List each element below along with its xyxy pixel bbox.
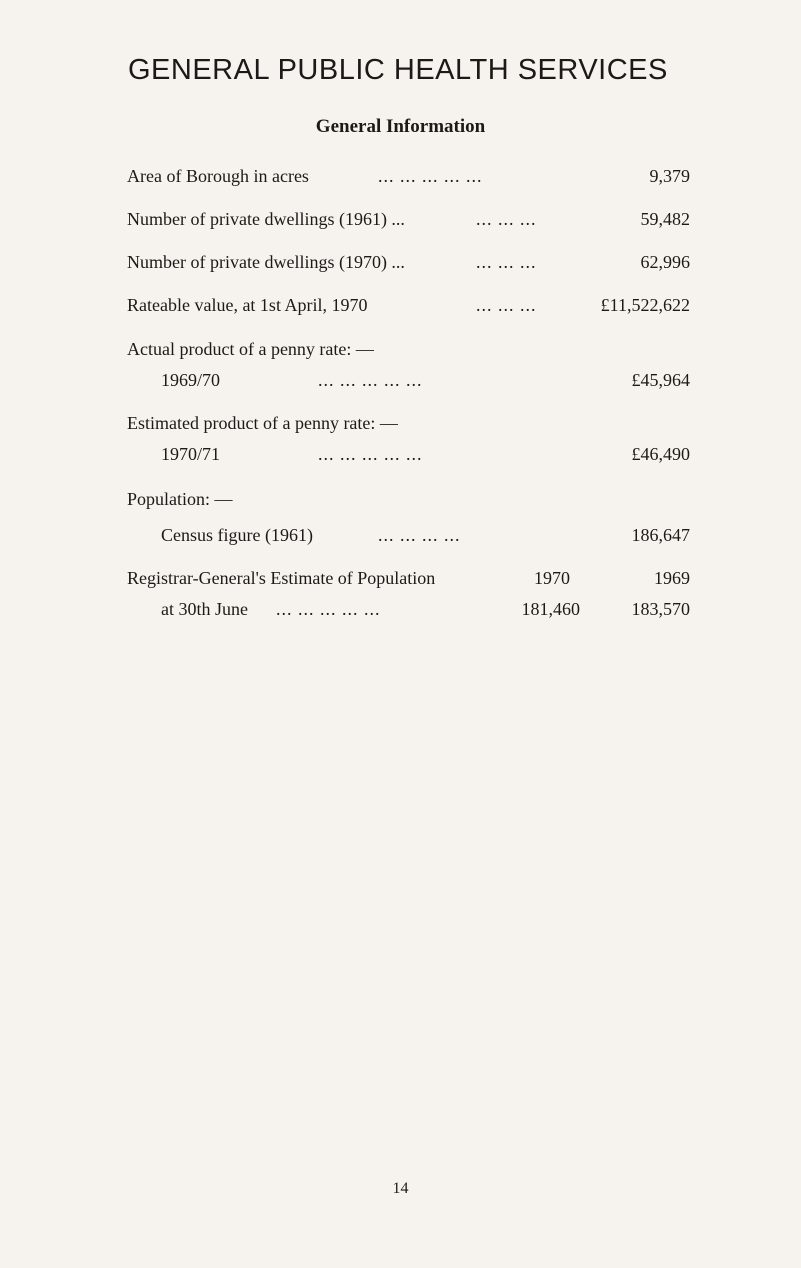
- row-value: 62,996: [640, 252, 690, 272]
- leader-dots: ... ... ... ... ...: [276, 599, 381, 619]
- page-title: GENERAL PUBLIC HEALTH SERVICES: [128, 54, 668, 86]
- row-label: Registrar-General's Estimate of Population: [127, 568, 436, 588]
- row-label: Number of private dwellings (1961) ...: [127, 209, 405, 229]
- leader-dots: ... ... ...: [476, 295, 537, 315]
- row-value: 59,482: [640, 209, 690, 229]
- value-1969: 183,570: [631, 599, 690, 619]
- row-label: at 30th June: [161, 599, 248, 619]
- leader-dots: ... ... ... ... ...: [318, 444, 423, 464]
- row-value: £46,490: [631, 444, 690, 464]
- leader-dots: ... ... ... ... ...: [378, 166, 483, 186]
- value-1970: 181,460: [521, 599, 580, 619]
- row-label: Rateable value, at 1st April, 1970: [127, 295, 368, 315]
- row-label: Actual product of a penny rate: —: [127, 339, 374, 359]
- row-value: 186,647: [631, 525, 690, 545]
- row-label: Census figure (1961): [161, 525, 313, 545]
- year-1969-header: 1969: [654, 568, 690, 588]
- section-heading: General Information: [315, 116, 486, 137]
- leader-dots: ... ... ... ...: [378, 525, 461, 545]
- leader-dots: ... ... ...: [476, 252, 537, 272]
- row-label: Number of private dwellings (1970) ...: [127, 252, 405, 272]
- row-label: 1969/70: [161, 370, 221, 390]
- row-label: 1970/71: [161, 444, 221, 464]
- leader-dots: ... ... ... ... ...: [318, 370, 423, 390]
- year-1970-header: 1970: [534, 568, 570, 588]
- leader-dots: ... ... ...: [476, 209, 537, 229]
- row-label: Estimated product of a penny rate: —: [127, 413, 398, 433]
- row-label: Area of Borough in acres: [127, 166, 309, 186]
- row-value: 9,379: [649, 166, 690, 186]
- row-value: £45,964: [631, 370, 690, 390]
- row-value: £11,522,622: [600, 295, 690, 315]
- row-label: Population: —: [127, 489, 233, 509]
- page-number: 14: [392, 1180, 409, 1197]
